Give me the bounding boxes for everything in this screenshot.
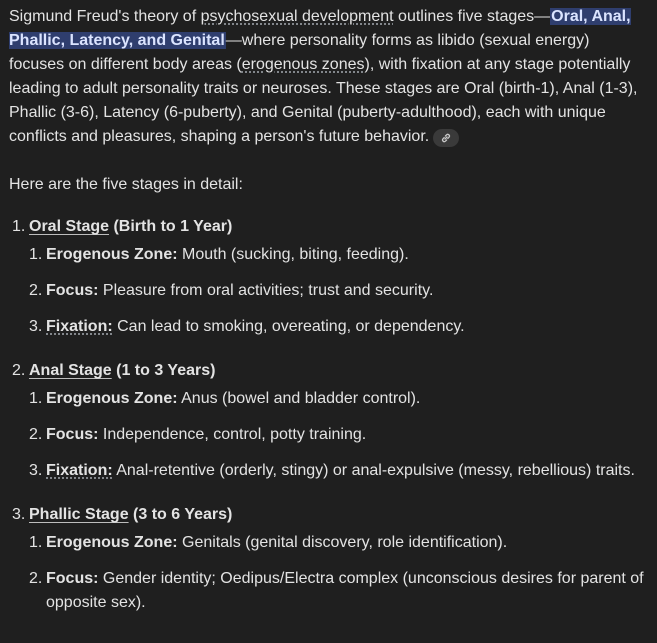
stage-details-list xyxy=(9,243,649,339)
stage-heading xyxy=(9,215,649,239)
detail-item xyxy=(29,279,649,303)
stage-name-link[interactable]: Oral Stage xyxy=(29,218,110,235)
detail-number: 3. xyxy=(29,462,43,479)
detail-item xyxy=(29,423,649,447)
stage-details-list xyxy=(9,531,649,615)
highlighted-stages: Oral, Anal, Phallic, Latency, and Genital xyxy=(9,8,631,49)
detail-text: Anus (bowel and bladder control). xyxy=(177,390,421,407)
stage-range: (1 to 3 Years) xyxy=(111,362,216,379)
stage-number: 2. xyxy=(12,362,26,379)
detail-text: Independence, control, potty training. xyxy=(98,426,367,443)
stage-name-link[interactable]: Phallic Stage xyxy=(29,506,129,523)
fixation-term-link[interactable]: Fixation: xyxy=(46,462,113,479)
detail-term: Focus: xyxy=(46,282,99,299)
detail-text: Mouth (sucking, biting, feeding). xyxy=(177,246,409,263)
erogenous-zones-link[interactable]: erogenous zones xyxy=(241,56,365,73)
detail-item xyxy=(29,531,649,555)
stage-item xyxy=(9,503,649,615)
stage-item xyxy=(9,359,649,483)
detail-text: Anal-retentive (orderly, stingy) or anal-expulsive (messy, rebellious) traits. xyxy=(112,462,635,479)
detail-term: Focus: xyxy=(46,426,99,443)
stage-range: (3 to 6 Years) xyxy=(128,506,233,523)
link-icon xyxy=(440,132,452,144)
detail-number: 3. xyxy=(29,318,43,335)
detail-item xyxy=(29,459,649,483)
intro-text-4: ), with fixation at any stage potentially leading to adult personality traits or neuroses. These stages are Oral (birth-1), Anal (1-3), Phallic (3-6), Latency (6-puberty), and Genital (puberty-adulthood), each with unique conflicts and pleasures, shaping a person's future behavior. xyxy=(9,56,638,145)
source-link-chip[interactable] xyxy=(433,129,459,147)
detail-text: Can lead to smoking, overeating, or dependency. xyxy=(112,318,465,335)
stage-title xyxy=(29,503,232,527)
detail-term: Erogenous Zone: xyxy=(46,534,178,551)
detail-term: Focus: xyxy=(46,570,99,587)
lead-sentence: Here are the five stages in detail: xyxy=(9,176,243,193)
stage-title xyxy=(29,215,232,239)
detail-number: 2. xyxy=(29,282,43,299)
stage-item xyxy=(9,215,649,339)
detail-number: 2. xyxy=(29,570,43,587)
detail-item xyxy=(29,315,649,339)
detail-item xyxy=(29,567,649,615)
stage-range: (Birth to 1 Year) xyxy=(109,218,233,235)
detail-term: Erogenous Zone: xyxy=(46,246,178,263)
stage-details-list xyxy=(9,387,649,483)
detail-number: 1. xyxy=(29,246,43,263)
stage-number: 3. xyxy=(12,506,26,523)
intro-text-3: —where personality forms as libido (sexual energy) focuses on different body areas ( xyxy=(9,32,590,73)
detail-text: Genitals (genital discovery, role identification). xyxy=(177,534,508,551)
stage-number: 1. xyxy=(12,218,26,235)
intro-paragraph xyxy=(9,5,649,149)
fixation-term-link[interactable]: Fixation: xyxy=(46,318,113,335)
intro-text-1: Sigmund Freud's theory of xyxy=(9,8,201,25)
detail-term: Erogenous Zone: xyxy=(46,390,178,407)
psychosexual-development-link[interactable]: psychosexual development xyxy=(200,8,394,25)
detail-text: Gender identity; Oedipus/Electra complex (unconscious desires for parent of opposite sex). xyxy=(46,570,644,611)
detail-text: Pleasure from oral activities; trust and security. xyxy=(98,282,434,299)
detail-item xyxy=(29,387,649,411)
stage-heading xyxy=(9,503,649,527)
stages-list xyxy=(9,215,649,615)
detail-number: 1. xyxy=(29,534,43,551)
stage-title xyxy=(29,359,215,383)
stage-heading xyxy=(9,359,649,383)
stage-name-link[interactable]: Anal Stage xyxy=(29,362,112,379)
intro-text-2: outlines five stages— xyxy=(393,8,551,25)
detail-number: 2. xyxy=(29,426,43,443)
detail-number: 1. xyxy=(29,390,43,407)
detail-item xyxy=(29,243,649,267)
